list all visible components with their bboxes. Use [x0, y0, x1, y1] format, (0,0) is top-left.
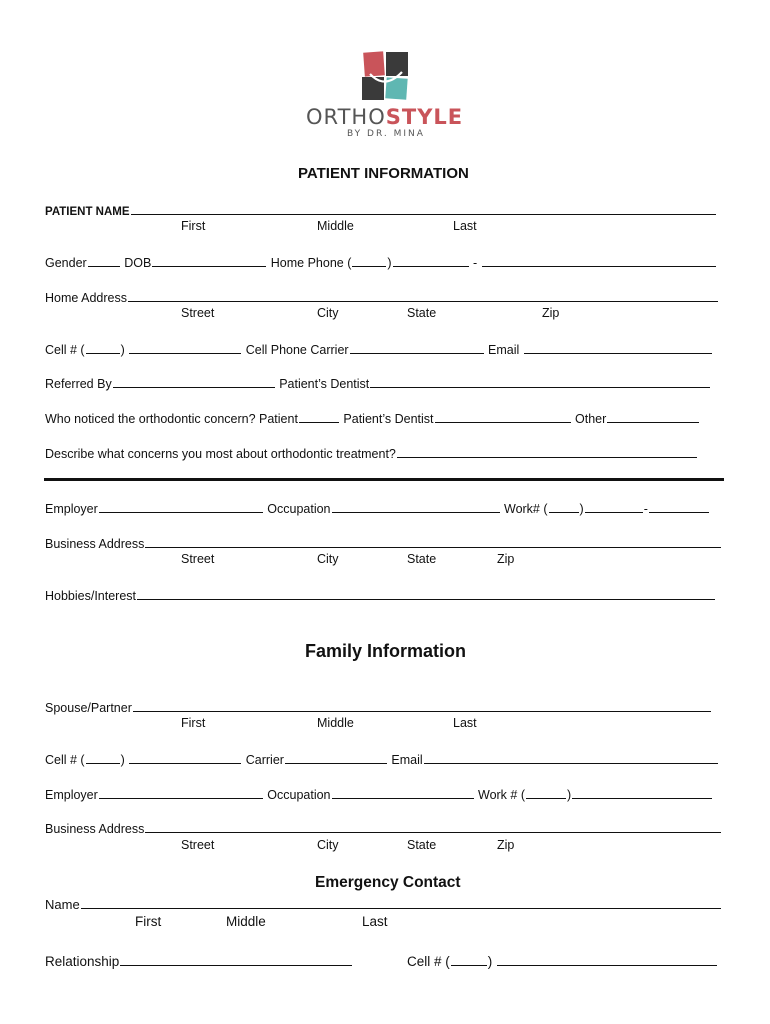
employer-label: Employer: [45, 502, 98, 516]
spouse-email-field[interactable]: [424, 751, 718, 764]
work-phone-label: Work# (: [504, 502, 548, 516]
noticed-dentist-label: Patient’s Dentist: [343, 412, 434, 426]
work-phone-dash: -: [643, 502, 648, 516]
page-title: PATIENT INFORMATION: [298, 165, 469, 182]
concern-label: Describe what concerns you most about orthodontic treatment?: [45, 447, 396, 461]
emergency-middle-caption: Middle: [226, 914, 266, 929]
hobbies-field[interactable]: [137, 587, 715, 600]
spouse-carrier-label: Carrier: [245, 753, 284, 767]
home-zip-caption: Zip: [542, 306, 560, 320]
noticed-label: Who noticed the orthodontic concern? Patient: [45, 412, 298, 426]
spouse-middle-caption: Middle: [317, 716, 354, 730]
emergency-relationship-row: [45, 953, 353, 969]
employer-field[interactable]: [99, 500, 263, 513]
spouse-business-row: [45, 820, 722, 836]
work-phone-number-field[interactable]: [649, 500, 709, 513]
referred-dentist-row: [45, 375, 711, 391]
spouse-field[interactable]: [133, 699, 711, 712]
logo-mark: [360, 50, 410, 102]
patient-last-caption: Last: [453, 219, 477, 233]
spouse-cell-label: Cell # (: [45, 753, 85, 767]
business-address-field[interactable]: [145, 535, 721, 548]
spouse-email-label: Email: [391, 753, 423, 767]
home-address-label: Home Address: [45, 291, 127, 305]
cell-carrier-label: Cell Phone Carrier: [245, 343, 349, 357]
noticed-row: [45, 410, 700, 426]
work-phone-close-paren: ): [579, 502, 584, 516]
concern-field[interactable]: [397, 445, 697, 458]
home-phone-dash: -: [473, 256, 478, 270]
occupation-field[interactable]: [332, 500, 500, 513]
patient-first-caption: First: [181, 219, 206, 233]
spouse-occupation-field[interactable]: [332, 786, 474, 799]
business-city-caption: City: [317, 552, 339, 566]
emergency-name-field[interactable]: [81, 896, 721, 909]
work-phone-prefix-field[interactable]: [585, 500, 643, 513]
gender-field[interactable]: [88, 254, 120, 267]
home-phone-label: Home Phone (: [270, 256, 352, 270]
cell-area-field[interactable]: [86, 341, 120, 354]
business-street-caption: Street: [181, 552, 215, 566]
business-state-caption: State: [407, 552, 437, 566]
cell-carrier-field[interactable]: [350, 341, 484, 354]
emergency-cell-row: [407, 953, 718, 969]
emergency-cell-number-field[interactable]: [497, 953, 717, 966]
family-heading: Family Information: [305, 641, 467, 661]
logo-byline: BY DR. MINA: [347, 129, 425, 139]
other-label: Other: [575, 412, 607, 426]
relationship-label: Relationship: [45, 954, 120, 969]
email-field[interactable]: [524, 341, 712, 354]
spouse-employer-field[interactable]: [99, 786, 263, 799]
concern-row: [45, 445, 698, 461]
spouse-first-caption: First: [181, 716, 206, 730]
cell-close-paren: ): [120, 343, 125, 357]
patient-name-field[interactable]: [131, 202, 716, 215]
spouse-business-field[interactable]: [145, 820, 721, 833]
business-zip-caption: Zip: [497, 552, 515, 566]
gender-label: Gender: [45, 256, 87, 270]
dentist-field[interactable]: [370, 375, 710, 388]
patient-name-label: PATIENT NAME: [45, 206, 130, 218]
spouse-work-close-paren: ): [567, 788, 572, 802]
emergency-last-caption: Last: [362, 914, 388, 929]
spouse-work-area-field[interactable]: [526, 786, 566, 799]
spouse-label: Spouse/Partner: [45, 701, 132, 715]
emergency-heading: Emergency Contact: [315, 874, 461, 891]
patient-middle-caption: Middle: [317, 219, 354, 233]
spouse-work-label: Work # (: [478, 788, 525, 802]
section-divider: [44, 478, 724, 481]
home-address-row: [45, 289, 719, 305]
noticed-patient-field[interactable]: [299, 410, 339, 423]
referred-field[interactable]: [113, 375, 275, 388]
emergency-cell-close-paren: ): [487, 954, 493, 969]
spouse-carrier-field[interactable]: [285, 751, 387, 764]
spouse-state-caption: State: [407, 838, 437, 852]
emergency-cell-area-field[interactable]: [451, 953, 487, 966]
spouse-last-caption: Last: [453, 716, 477, 730]
cell-carrier-email-row: [45, 341, 713, 357]
dob-field[interactable]: [152, 254, 266, 267]
home-street-caption: Street: [181, 306, 215, 320]
dob-label: DOB: [124, 256, 152, 270]
work-phone-area-field[interactable]: [549, 500, 579, 513]
noticed-dentist-field[interactable]: [435, 410, 571, 423]
spouse-cell-number-field[interactable]: [129, 751, 241, 764]
referred-label: Referred By: [45, 377, 112, 391]
relationship-field[interactable]: [120, 953, 352, 966]
cell-number-field[interactable]: [129, 341, 241, 354]
spouse-cell-area-field[interactable]: [86, 751, 120, 764]
spouse-work-number-field[interactable]: [572, 786, 712, 799]
logo-word-style: STYLE: [385, 105, 464, 129]
hobbies-row: [45, 587, 716, 603]
logo-wordmark: [306, 105, 463, 129]
spouse-row: [45, 699, 712, 715]
employer-row: [45, 500, 710, 516]
logo-word-ortho: ORTHO: [306, 105, 386, 129]
business-address-row: [45, 535, 722, 551]
spouse-employer-label: Employer: [45, 788, 98, 802]
patient-name-row: [45, 202, 717, 218]
emergency-name-row: [45, 896, 722, 912]
spouse-city-caption: City: [317, 838, 339, 852]
occupation-label: Occupation: [267, 502, 331, 516]
home-phone-prefix-field[interactable]: [393, 254, 469, 267]
spouse-cell-close-paren: ): [120, 753, 125, 767]
home-phone-area-field[interactable]: [352, 254, 386, 267]
business-address-label: Business Address: [45, 537, 145, 551]
emergency-first-caption: First: [135, 914, 162, 929]
hobbies-label: Hobbies/Interest: [45, 589, 137, 603]
home-state-caption: State: [407, 306, 437, 320]
spouse-employer-row: [45, 786, 713, 802]
spouse-business-label: Business Address: [45, 822, 145, 836]
home-city-caption: City: [317, 306, 339, 320]
home-phone-number-field[interactable]: [482, 254, 716, 267]
home-phone-close-paren: ): [387, 256, 392, 270]
emergency-name-label: Name: [45, 897, 80, 912]
spouse-cell-row: [45, 751, 719, 767]
emergency-cell-label: Cell # (: [407, 954, 450, 969]
spouse-zip-caption: Zip: [497, 838, 515, 852]
dentist-label: Patient’s Dentist: [279, 377, 370, 391]
spouse-occupation-label: Occupation: [267, 788, 331, 802]
other-field[interactable]: [607, 410, 699, 423]
email-label: Email: [488, 343, 520, 357]
gender-dob-phone-row: [45, 254, 717, 270]
spouse-street-caption: Street: [181, 838, 215, 852]
home-address-field[interactable]: [128, 289, 718, 302]
cell-label: Cell # (: [45, 343, 85, 357]
